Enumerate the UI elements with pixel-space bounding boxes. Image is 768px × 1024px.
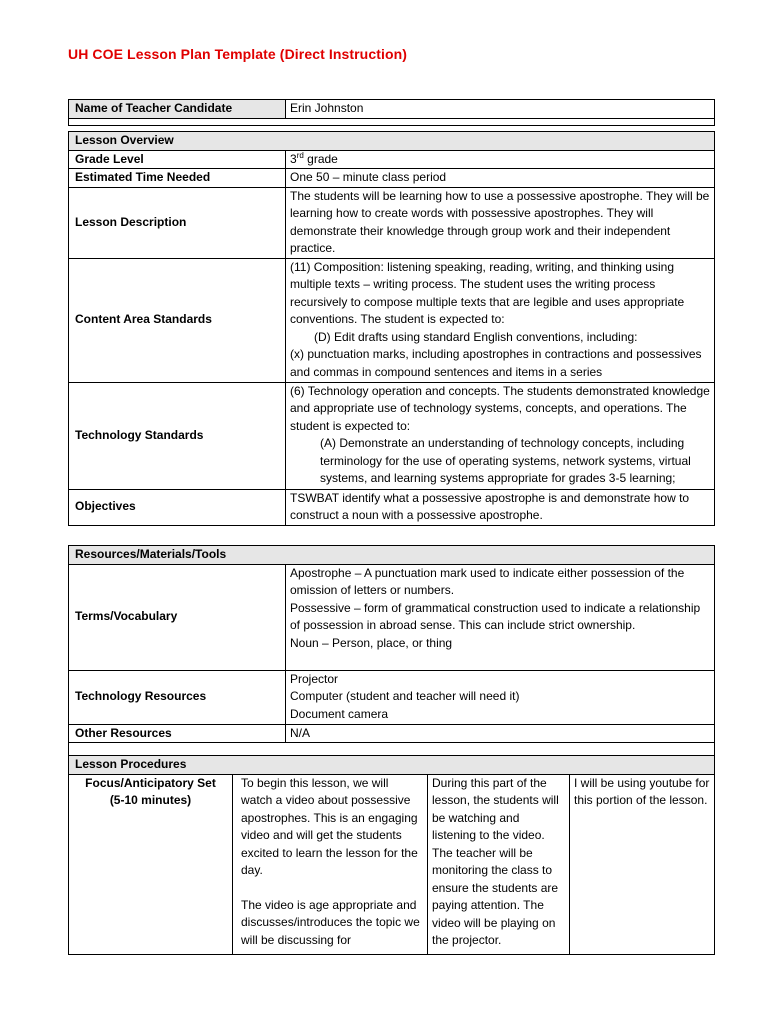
technology-standards-value [286,382,715,489]
focus-set-label: Focus/Anticipatory Set [85,775,216,790]
grade-ordinal: rd [296,150,304,160]
paragraph-gap [241,880,423,897]
grade-level-value [286,150,715,169]
teacher-actions-cell [233,774,428,954]
tech-resource-item: Computer (student and teacher will need it) [290,689,520,703]
other-resources-label: Other Resources [69,724,286,743]
content-standards-p3: (x) punctuation marks, including apostrophes in contractions and possessives and commas in compound sentences and items in a series [290,347,702,379]
tech-resource-item: Document camera [290,706,389,721]
lesson-description-label: Lesson Description [69,187,286,258]
grade-word: grade [303,151,338,166]
technology-standards-p2: (A) Demonstrate an understanding of technology concepts, including terminology for the use of operating systems, network systems, virtual systems, and learning systems appropriate for grades 3-5 learning; [320,436,691,485]
technology-use-cell: I will be using youtube for this portion of the lesson. [570,774,715,954]
time-needed-label: Estimated Time Needed [69,169,286,188]
lesson-procedures-header: Lesson Procedures [69,756,715,775]
term-noun: Noun – Person, place, or thing [290,635,453,650]
lesson-overview-header: Lesson Overview [69,132,715,151]
time-needed-value: One 50 – minute class period [286,169,715,188]
technology-resources-label: Technology Resources [69,670,286,724]
student-actions-cell: During this part of the lesson, the students will be watching and listening to the video. The teacher will be monitoring the class to ensure the students are paying attention. The video will be playing on the projector. [428,774,570,954]
grade-number: 3 [290,151,297,166]
technology-standards-p1: (6) Technology operation and concepts. The students demonstrated knowledge and appropriate use of technology systems, concepts, and operations. The student is expected to: [290,383,710,433]
terms-vocabulary-label: Terms/Vocabulary [69,564,286,670]
technology-resources-value [286,670,715,724]
terms-vocabulary-value [286,564,715,670]
objectives-label: Objectives [69,489,286,525]
resources-header: Resources/Materials/Tools [69,546,715,565]
technology-standards-label: Technology Standards [69,382,286,489]
grade-level-label: Grade Level [69,150,286,169]
term-possessive: Possessive – form of grammatical construction used to indicate a relationship of possession in abroad sense. This can include strict ownership. [290,600,701,632]
content-standards-p1: (11) Composition: listening speaking, reading, writing, and thinking using multiple texts – writing process. The student uses the writing process recursively to compose multiple texts that are legible and uses appropriate conventions. The student is expected to: [290,259,685,326]
content-standards-p2: (D) Edit drafts using standard English conventions, including: [314,329,638,344]
document-title: UH COE Lesson Plan Template (Direct Instruction) [68,46,408,62]
content-standards-label: Content Area Standards [69,258,286,382]
teacher-table [68,99,715,126]
teacher-actions-p2: The video is age appropriate and discusses/introduces the topic we will be discussing for [241,897,420,947]
other-resources-value: N/A [286,724,715,743]
focus-set-time: (5-10 minutes) [109,793,192,807]
teacher-label: Name of Teacher Candidate [69,100,286,119]
term-apostrophe: Apostrophe – A punctuation mark used to indicate either possession of the omission of letters or numbers. [290,565,685,597]
lesson-procedures-table [68,755,715,955]
objectives-value: TSWBAT identify what a possessive apostrophe is and demonstrate how to construct a noun with a possessive apostrophe. [286,489,715,525]
lesson-description-value: The students will be learning how to use a possessive apostrophe. They will be learning how to create words with possessive apostrophes. They will demonstrate their knowledge through group work and their independent practice. [286,187,715,258]
lesson-overview-table [68,131,715,526]
focus-set-label-cell [69,774,233,954]
resources-table [68,545,715,756]
teacher-actions-p1: To begin this lesson, we will watch a video about possessive apostrophes. This is an engaging video and will get the students excited to learn the lesson for the day. [241,775,418,877]
content-standards-value [286,258,715,382]
tech-resource-item: Projector [290,671,339,686]
teacher-name: Erin Johnston [286,100,715,119]
